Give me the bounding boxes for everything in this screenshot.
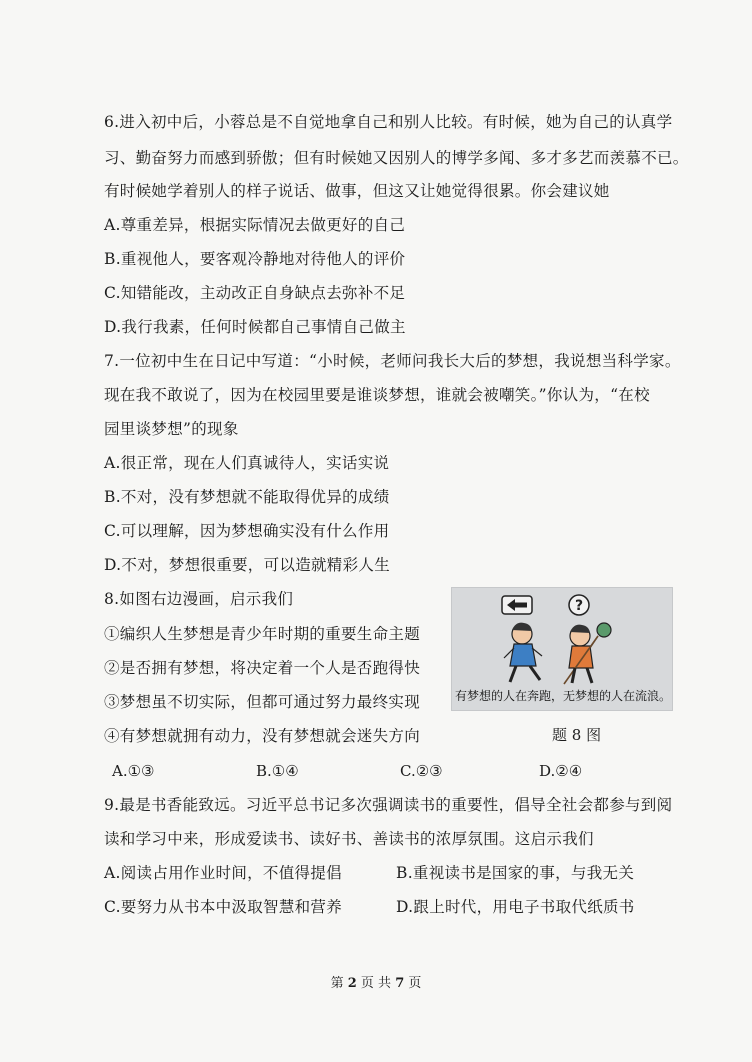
current-page-number: 2 <box>347 976 357 991</box>
question-mark-text: ? <box>574 598 584 614</box>
q6-stem-line-1: 6.进入初中后，小蓉总是不自觉地拿自己和别人比较。有时候，她为自己的认真学 <box>104 113 673 131</box>
q6-option-d: D.我行我素，任何时候都自己事情自己做主 <box>104 318 406 336</box>
total-pages-number: 7 <box>395 976 405 991</box>
q6-stem-line-3: 有时候她学着别人的样子说话、做事，但这又让她觉得很累。你会建议她 <box>104 182 610 200</box>
q8-option-c: C.②③ <box>400 762 443 780</box>
q8-option-a: A.①③ <box>112 762 155 780</box>
q7-option-a: A.很正常，现在人们真诚待人，实话实说 <box>104 454 390 472</box>
q7-option-d: D.不对，梦想很重要，可以造就精彩人生 <box>104 556 391 574</box>
q7-stem-line-3: 园里谈梦想”的现象 <box>104 420 239 438</box>
wandering-boy-figure <box>564 623 611 684</box>
q9-option-d: D.跟上时代，用电子书取代纸质书 <box>396 898 635 916</box>
q6-option-b: B.重视他人，要客观冷静地对待他人的评价 <box>104 250 406 268</box>
q8-statement-2: ②是否拥有梦想，将决定着一个人是否跑得快 <box>104 659 421 677</box>
q8-option-b: B.①④ <box>256 762 299 780</box>
dream-cartoon-figure <box>451 587 673 711</box>
cartoon-caption: 有梦想的人在奔跑，无梦想的人在流浪。 <box>454 689 671 703</box>
question-bubble-icon <box>569 595 589 615</box>
running-boy-figure <box>504 623 542 682</box>
q8-option-d: D.②④ <box>539 762 583 780</box>
arrow-sign-icon <box>502 596 532 614</box>
q8-stem: 8.如图右边漫画，启示我们 <box>104 590 294 608</box>
q7-stem-line-1: 7.一位初中生在日记中写道：“小时候，老师问我长大后的梦想，我说想当科学家。 <box>104 352 681 370</box>
q9-option-b: B.重视读书是国家的事，与我无关 <box>396 864 635 882</box>
footer-middle: 页 共 <box>360 976 392 991</box>
q9-stem-line-2: 读和学习中来，形成爱读书、读好书、善读书的浓厚氛围。这启示我们 <box>104 830 594 848</box>
q9-option-a: A.阅读占用作业时间，不值得提倡 <box>104 864 342 882</box>
footer-prefix: 第 <box>330 976 344 991</box>
q8-statement-1: ①编织人生梦想是青少年时期的重要生命主题 <box>104 625 421 643</box>
q7-option-b: B.不对，没有梦想就不能取得优异的成绩 <box>104 488 390 506</box>
q9-stem-line-1: 9.最是书香能致远。习近平总书记多次强调读书的重要性，倡导全社会都参与到阅 <box>104 796 673 814</box>
q8-statement-4: ④有梦想就拥有动力，没有梦想就会迷失方向 <box>104 727 421 745</box>
q7-stem-line-2: 现在我不敢说了，因为在校园里要是谁谈梦想，谁就会被嘲笑。”你认为，“在校 <box>104 386 650 404</box>
q8-statement-3: ③梦想虽不切实际，但都可通过努力最终实现 <box>104 693 421 711</box>
q6-option-c: C.知错能改，主动改正自身缺点去弥补不足 <box>104 284 406 302</box>
page-footer <box>0 972 752 991</box>
q9-option-c: C.要努力从书本中汲取智慧和营养 <box>104 898 343 916</box>
q6-stem-line-2: 习、勤奋努力而感到骄傲；但有时候她又因别人的博学多闻、多才多艺而羡慕不已。 <box>104 149 689 167</box>
figure-caption: 题 8 图 <box>552 726 602 744</box>
footer-suffix: 页 <box>408 976 422 991</box>
q7-option-c: C.可以理解，因为梦想确实没有什么作用 <box>104 522 390 540</box>
q6-option-a: A.尊重差异，根据实际情况去做更好的自己 <box>104 216 406 234</box>
